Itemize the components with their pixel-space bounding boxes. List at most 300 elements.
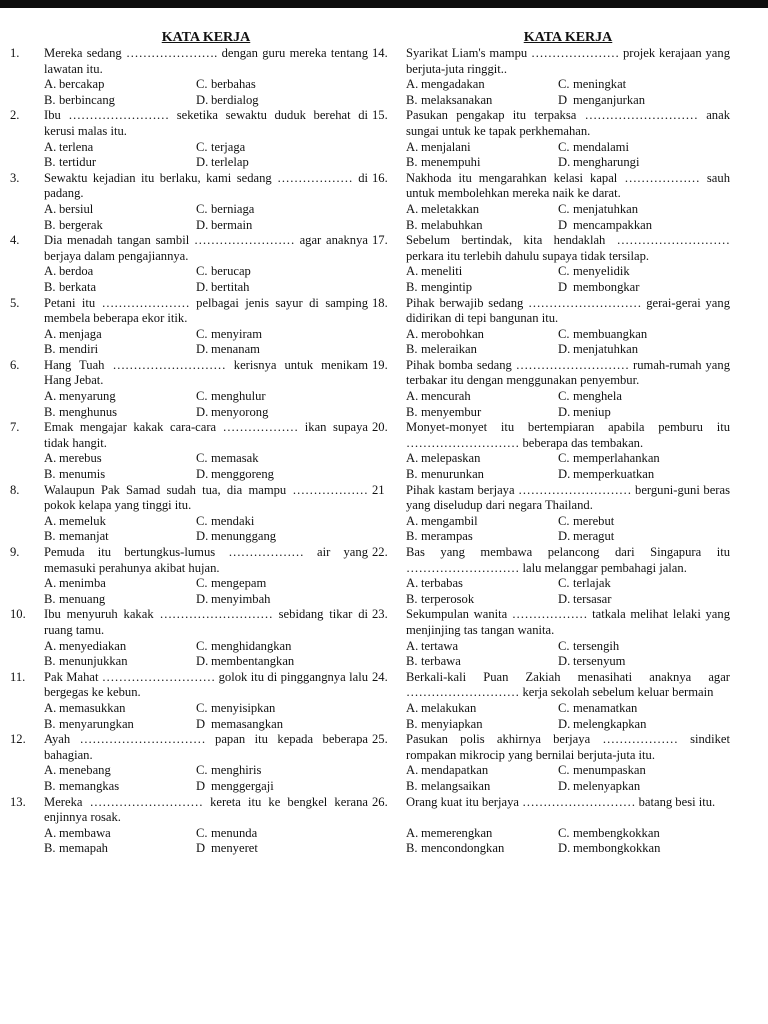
option-letter: B. [44,467,56,482]
answer-option [44,467,196,483]
option-text: terjaga [211,139,246,154]
option-letter: C. [196,264,208,279]
option-text: memasak [211,451,259,466]
option-letter: D. [558,654,571,669]
answer-option [44,576,196,592]
answer-options [44,514,368,545]
question-stem: Berkali-kali Puan Zakiah menasihati anaknya agar ……………………… kerja sekolah sebelum keluar bermain [406,669,730,700]
option-text: bergerak [59,217,103,232]
option-text: berbincang [59,92,115,107]
answer-option [406,140,558,156]
option-text: mendaki [211,513,255,528]
option-letter: A. [44,139,57,154]
option-letter: B. [406,654,418,669]
answer-option [44,342,196,358]
answer-option [196,654,368,670]
answer-option [406,592,558,608]
option-letter: D. [558,529,571,544]
option-text: membawa [59,825,111,840]
option-text: mengharungi [573,155,640,170]
answer-option [406,155,558,171]
answer-options [406,763,730,794]
option-text: berdialog [211,92,259,107]
answer-option [558,592,730,608]
option-letter: C. [558,763,570,778]
question-item [372,795,730,857]
option-letter: A. [44,513,57,528]
answer-option [196,342,368,358]
option-text: memperkuatkan [573,467,655,482]
option-letter: C. [196,389,208,404]
answer-option [44,841,196,857]
answer-option [44,514,196,530]
answer-option [196,202,368,218]
option-text: menyarung [59,389,116,404]
option-letter: B. [44,778,56,793]
answer-option [196,779,368,795]
answer-option [44,155,196,171]
option-text: membongkar [573,279,640,294]
question-number: 21 [372,482,385,497]
option-letter: C. [196,825,208,840]
option-text: berucap [211,264,251,279]
option-text: menuang [59,591,106,606]
answer-option [406,202,558,218]
option-text: meleraikan [421,342,477,357]
option-text: mendiri [59,342,99,357]
option-letter: D. [196,591,209,606]
question-number: 3. [10,170,20,185]
option-letter: A. [406,77,419,92]
option-text: mencondongkan [421,841,505,856]
answer-option [44,717,196,733]
answer-options [406,701,730,732]
option-letter: A. [406,451,419,466]
answer-option [406,514,558,530]
answer-options [44,451,368,482]
question-number: 15. [372,108,388,123]
option-letter: D [558,217,568,232]
option-text: menggergaji [211,778,274,793]
answer-options [44,763,368,794]
answer-option [196,514,368,530]
option-letter: A. [406,763,419,778]
option-letter: D. [196,342,209,357]
option-text: merobohkan [421,326,484,341]
option-text: menanam [211,342,260,357]
option-letter: B. [44,155,56,170]
option-text: menyelidik [573,264,630,279]
option-letter: C. [196,326,208,341]
option-letter: C. [558,825,570,840]
answer-option [406,779,558,795]
question-item [372,732,730,794]
answer-option [196,264,368,280]
answer-option [44,763,196,779]
answer-option [406,451,558,467]
option-letter: A. [406,513,419,528]
left-column-title: KATA KERJA [161,30,251,45]
option-text: menjatuhkan [573,201,639,216]
question-item [10,46,368,108]
answer-option [196,763,368,779]
question-item [372,296,730,358]
option-text: terperosok [421,591,475,606]
option-letter: B. [44,404,56,419]
answer-option [558,327,730,343]
answer-option [44,140,196,156]
answer-option [196,826,368,842]
answer-option [44,327,196,343]
option-text: berkata [59,279,97,294]
question-stem: Pihak berwajib sedang ……………………… gerai-gerai yang didirikan di tepi bangunan itu. [406,295,730,326]
option-letter: B. [44,841,56,856]
question-stem: Hang Tuah ……………………… kerisnya untuk menikam Hang Jebat. [44,357,368,388]
answer-option [196,155,368,171]
option-letter: D [558,92,568,107]
answer-option [558,841,730,857]
question-stem: Pemuda itu bertungkus-lumus ……………… air yang memasuki perahunya akibat hujan. [44,545,368,575]
answer-option [44,218,196,234]
answer-option [44,826,196,842]
answer-options [44,327,368,358]
answer-option [406,717,558,733]
question-item [10,545,368,607]
option-text: menamatkan [573,700,638,715]
question-item [372,233,730,295]
question-stem: Pak Mahat ……………………… golok itu di pinggangnya lalu bergegas ke kebun. [44,669,368,700]
question-item [10,358,368,420]
option-text: meragut [573,529,615,544]
option-letter: D [196,841,206,856]
option-letter: D [558,279,568,294]
answer-options [406,264,730,295]
answer-option [558,280,730,296]
option-letter: A. [44,825,57,840]
option-text: menghiris [211,763,262,778]
option-letter: D [196,778,206,793]
answer-option [196,529,368,545]
option-letter: A. [44,326,57,341]
answer-option [558,826,730,842]
option-text: mencampakkan [573,217,653,232]
answer-option [44,389,196,405]
answer-options [44,701,368,732]
option-text: mendapatkan [421,763,489,778]
option-text: menjalani [421,139,471,154]
answer-option [196,405,368,421]
option-text: tersasar [573,591,612,606]
answer-option [406,467,558,483]
option-letter: D. [558,404,571,419]
answer-options [406,576,730,607]
answer-option [558,264,730,280]
question-item [10,670,368,732]
option-letter: C. [196,763,208,778]
option-text: berbahas [211,77,256,92]
question-stem: Pihak bomba sedang ……………………… rumah-rumah yang terbakar itu dengan menggunakan penyembur. [406,357,730,388]
answer-options [44,202,368,233]
option-letter: C. [558,513,570,528]
answer-options [406,451,730,482]
answer-option [406,280,558,296]
option-text: memperlahankan [573,451,660,466]
option-letter: D. [196,155,209,170]
answer-options [406,826,730,857]
answer-option [196,451,368,467]
option-text: tersengih [573,638,620,653]
question-number: 4. [10,233,20,248]
option-text: meneliti [421,264,463,279]
answer-option [196,93,368,109]
answer-option [44,405,196,421]
answer-option [196,389,368,405]
option-letter: C. [558,77,570,92]
question-stem: Nakhoda itu mengarahkan kelasi kapal ……………… sauh untuk membolehkan mereka naik ke darat. [406,170,730,201]
option-text: mengepam [211,576,267,591]
question-number: 14. [372,46,388,60]
right-column [372,30,730,857]
question-stem: Ibu …………………… seketika sewaktu duduk berehat di kerusi malas itu. [44,108,368,138]
question-stem: Walaupun Pak Samad sudah tua, dia mampu ……………… pokok kelapa yang tinggi itu. [44,482,368,513]
answer-option [406,701,558,717]
option-letter: B. [44,529,56,544]
question-stem: Sekumpulan wanita ……………… tatkala melihat lelaki yang menjinjing tas tangan wanita. [406,607,730,637]
option-text: mencurah [421,389,471,404]
option-text: memapah [59,841,108,856]
answer-option [406,763,558,779]
option-letter: B. [406,155,418,170]
option-text: menghidangkan [211,638,292,653]
question-number: 18. [372,295,388,310]
answer-option [558,77,730,93]
answer-option [558,140,730,156]
question-number: 26. [372,794,388,809]
option-text: mengadakan [421,77,485,92]
option-letter: B. [44,716,56,731]
option-letter: B. [406,778,418,793]
option-letter: D. [196,467,209,482]
question-number: 2. [10,108,20,123]
option-text: memasukkan [59,700,126,715]
answer-option [558,405,730,421]
left-question-list [10,46,368,857]
question-item [372,108,730,170]
option-text: menyeret [211,841,258,856]
option-letter: A. [406,638,419,653]
question-stem: Mereka ……………………… kereta itu ke bengkel kerana enjinnya rosak. [44,794,368,825]
option-text: memanjat [59,529,109,544]
option-letter: C. [196,139,208,154]
answer-option [196,639,368,655]
option-text: menumpaskan [573,763,646,778]
answer-option [196,218,368,234]
question-item [10,108,368,170]
answer-option [558,654,730,670]
answer-option [558,779,730,795]
answer-option [196,280,368,296]
option-text: menjaga [59,326,102,341]
option-text: meningkat [573,77,627,92]
option-text: melengkapkan [573,716,647,731]
question-number: 11. [10,669,26,684]
answer-option [44,779,196,795]
option-text: menurunkan [421,467,484,482]
answer-options [44,826,368,857]
option-text: menyiram [211,326,263,341]
option-letter: B. [44,217,56,232]
answer-options [44,639,368,670]
option-letter: B. [406,467,418,482]
option-letter: C. [558,638,570,653]
option-text: menggoreng [211,467,274,482]
question-number: 10. [10,607,26,622]
option-letter: C. [558,576,570,591]
question-stem: Pihak kastam berjaya ……………………… berguni-guni beras yang diseludup dari negara Thailand. [406,482,730,513]
option-letter: D. [196,529,209,544]
question-item [10,171,368,233]
option-text: meletakkan [421,201,480,216]
answer-option [196,592,368,608]
option-text: mengintip [421,279,473,294]
question-stem: Pasukan pengakap itu terpaksa ……………………… anak sungai untuk ke tapak perkhemahan. [406,108,730,138]
option-text: membuangkan [573,326,648,341]
answer-options [406,389,730,420]
answer-option [44,451,196,467]
answer-options [406,202,730,233]
question-stem: Dia menadah tangan sambil …………………… agar anaknya berjaya dalam pengajiannya. [44,233,368,263]
option-text: menyediakan [59,638,127,653]
question-stem: Sewaktu kejadian itu berlaku, kami sedang ……………… di padang. [44,170,368,201]
option-letter: D. [558,591,571,606]
answer-option [406,93,558,109]
option-text: bermain [211,217,253,232]
question-stem: Emak mengajar kakak cara-cara ……………… ikan supaya tidak hangit. [44,420,368,450]
option-letter: A. [44,389,57,404]
option-letter: B. [44,342,56,357]
question-item [372,171,730,233]
question-number: 13. [10,794,26,809]
answer-option [558,529,730,545]
answer-option [44,654,196,670]
option-text: terlelap [211,155,249,170]
answer-option [44,529,196,545]
option-letter: D. [558,778,571,793]
answer-options [406,514,730,545]
question-item [372,358,730,420]
option-letter: A. [406,264,419,279]
option-letter: B. [406,716,418,731]
right-column-title: KATA KERJA [523,30,613,45]
question-item [372,545,730,607]
option-letter: C. [558,264,570,279]
left-column [10,30,368,857]
question-item [372,483,730,545]
question-number: 8. [10,482,20,497]
option-text: bertitah [211,279,250,294]
question-number: 19. [372,357,388,372]
option-letter: A. [44,264,57,279]
option-text: mengambil [421,513,478,528]
option-letter: A. [44,763,57,778]
answer-option [196,467,368,483]
answer-option [558,342,730,358]
option-text: terbawa [421,654,461,669]
answer-option [406,342,558,358]
option-text: memangkas [59,778,120,793]
question-item [10,420,368,482]
option-text: membentangkan [211,654,295,669]
question-number: 16. [372,170,388,185]
answer-option [406,77,558,93]
option-text: bercakap [59,77,105,92]
answer-option [406,841,558,857]
option-letter: B. [406,279,418,294]
question-item [10,732,368,794]
answer-option [558,717,730,733]
option-letter: A. [406,389,419,404]
option-text: menghunus [59,404,118,419]
option-text: menyarungkan [59,716,134,731]
option-letter: D. [196,279,209,294]
option-text: melenyapkan [573,778,641,793]
question-stem: Sebelum bertindak, kita hendaklah ……………………… perkara itu terlebih dahulu supaya tidak tersilap. [406,233,730,263]
question-number: 20. [372,420,388,435]
question-stem: Bas yang membawa pelancong dari Singapura itu ……………………… lalu melanggar pembahagi jalan. [406,545,730,575]
option-letter: C. [196,201,208,216]
option-letter: A. [44,638,57,653]
answer-option [558,701,730,717]
option-text: menghela [573,389,622,404]
answer-options [44,264,368,295]
question-item [372,670,730,732]
answer-option [44,93,196,109]
question-item [372,607,730,669]
question-item [10,296,368,358]
question-number: 12. [10,732,26,747]
option-text: menyiapkan [421,716,483,731]
answer-options [44,389,368,420]
answer-option [44,264,196,280]
answer-option [558,218,730,234]
option-letter: A. [406,139,419,154]
answer-options [406,77,730,108]
question-stem: Orang kuat itu berjaya ……………………… batang besi itu. [406,794,716,809]
question-number: 25. [372,732,388,747]
option-letter: C. [558,201,570,216]
question-number: 6. [10,357,20,372]
question-stem: Petani itu ………………… pelbagai jenis sayur di samping membela beberapa ekor itik. [44,295,368,326]
answer-option [406,576,558,592]
option-text: terlena [59,139,94,154]
option-text: terlajak [573,576,611,591]
question-item [10,483,368,545]
question-item [372,46,730,108]
option-text: menebang [59,763,111,778]
question-number: 22. [372,545,388,559]
option-text: membengkokkan [573,825,660,840]
option-letter: C. [558,326,570,341]
option-text: merampas [421,529,473,544]
option-text: melepaskan [421,451,481,466]
answer-option [44,202,196,218]
answer-option [558,639,730,655]
option-letter: D. [558,342,571,357]
option-letter: D. [196,92,209,107]
answer-options [44,140,368,171]
option-letter: C. [196,513,208,528]
answer-option [196,77,368,93]
